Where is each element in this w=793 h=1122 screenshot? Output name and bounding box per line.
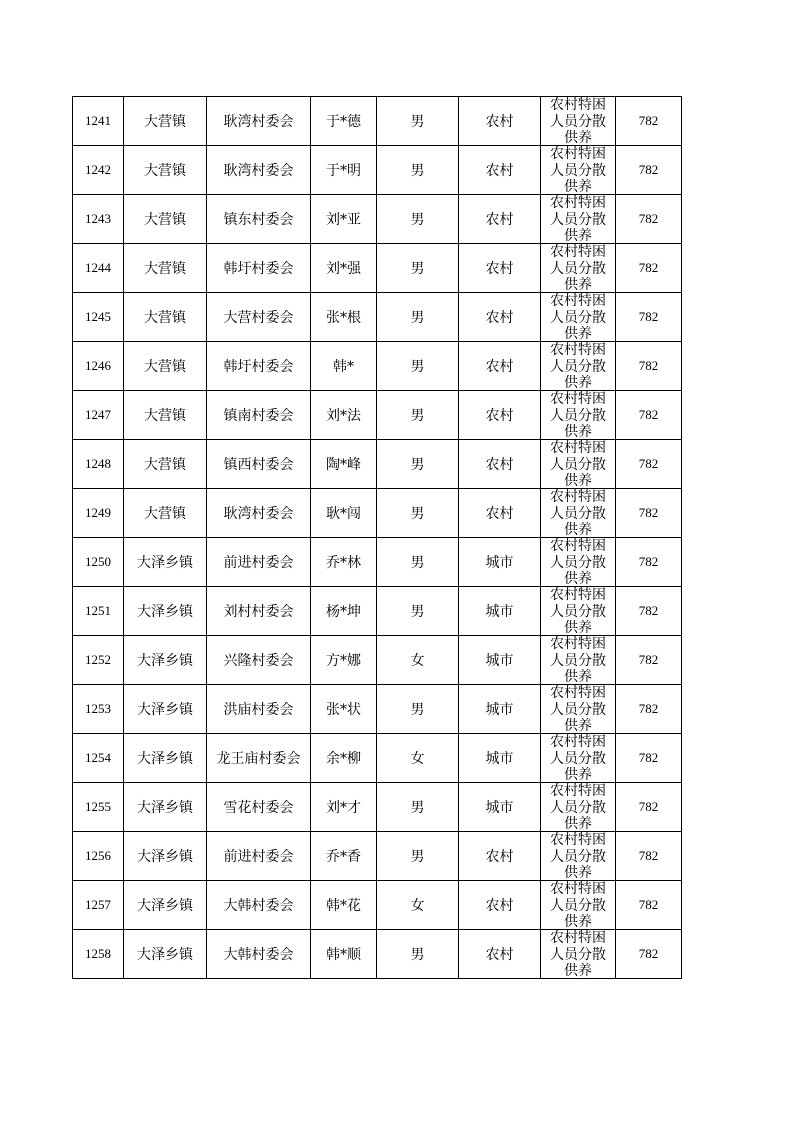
- support-type-cell: [541, 685, 616, 734]
- table-row: [73, 244, 682, 293]
- gender-cell: 男: [377, 832, 459, 881]
- residence-area-cell: 农村: [459, 440, 541, 489]
- support-type-text: 农村特困人员分散供养: [550, 391, 606, 439]
- person-name-cell: 刘*法: [311, 391, 377, 440]
- amount-cell: 782: [616, 391, 682, 440]
- town-cell: 大泽乡镇: [124, 636, 207, 685]
- residence-area-cell: 农村: [459, 195, 541, 244]
- table-row: [73, 881, 682, 930]
- town-cell: 大泽乡镇: [124, 783, 207, 832]
- serial-number-cell: 1241: [73, 97, 124, 146]
- support-type-text: 农村特困人员分散供养: [550, 146, 606, 194]
- village-committee-cell: 大韩村委会: [207, 881, 311, 930]
- person-name-cell: 于*明: [311, 146, 377, 195]
- town-cell: 大营镇: [124, 244, 207, 293]
- residence-area-cell: 城市: [459, 734, 541, 783]
- village-committee-cell: 雪花村委会: [207, 783, 311, 832]
- support-type-cell: [541, 97, 616, 146]
- table-row: [73, 832, 682, 881]
- table-row: [73, 195, 682, 244]
- residence-area-cell: 农村: [459, 146, 541, 195]
- support-type-text: 农村特困人员分散供养: [550, 293, 606, 341]
- town-cell: 大营镇: [124, 440, 207, 489]
- serial-number-cell: 1256: [73, 832, 124, 881]
- serial-number-cell: 1242: [73, 146, 124, 195]
- table-row: [73, 930, 682, 979]
- gender-cell: 男: [377, 685, 459, 734]
- table-row: [73, 538, 682, 587]
- village-committee-cell: 韩圩村委会: [207, 342, 311, 391]
- town-cell: 大泽乡镇: [124, 881, 207, 930]
- roster-body: [73, 97, 682, 979]
- village-committee-cell: 龙王庙村委会: [207, 734, 311, 783]
- serial-number-cell: 1249: [73, 489, 124, 538]
- gender-cell: 男: [377, 538, 459, 587]
- support-type-text: 农村特困人员分散供养: [550, 881, 606, 929]
- village-committee-cell: 耿湾村委会: [207, 97, 311, 146]
- support-type-cell: [541, 636, 616, 685]
- roster-table: [72, 96, 682, 979]
- village-committee-cell: 镇西村委会: [207, 440, 311, 489]
- gender-cell: 男: [377, 930, 459, 979]
- person-name-cell: 刘*强: [311, 244, 377, 293]
- gender-cell: 男: [377, 342, 459, 391]
- village-committee-cell: 镇东村委会: [207, 195, 311, 244]
- support-type-text: 农村特困人员分散供养: [550, 783, 606, 831]
- serial-number-cell: 1253: [73, 685, 124, 734]
- table-row: [73, 391, 682, 440]
- support-type-text: 农村特困人员分散供养: [550, 244, 606, 292]
- village-committee-cell: 兴隆村委会: [207, 636, 311, 685]
- person-name-cell: 刘*亚: [311, 195, 377, 244]
- support-type-text: 农村特困人员分散供养: [550, 930, 606, 978]
- village-committee-cell: 前进村委会: [207, 832, 311, 881]
- support-type-text: 农村特困人员分散供养: [550, 636, 606, 684]
- residence-area-cell: 城市: [459, 538, 541, 587]
- person-name-cell: 乔*香: [311, 832, 377, 881]
- amount-cell: 782: [616, 783, 682, 832]
- village-committee-cell: 洪庙村委会: [207, 685, 311, 734]
- person-name-cell: 韩*: [311, 342, 377, 391]
- table-row: [73, 587, 682, 636]
- support-type-cell: [541, 244, 616, 293]
- amount-cell: 782: [616, 97, 682, 146]
- support-type-cell: [541, 832, 616, 881]
- support-type-cell: [541, 342, 616, 391]
- table-row: [73, 734, 682, 783]
- serial-number-cell: 1246: [73, 342, 124, 391]
- amount-cell: 782: [616, 195, 682, 244]
- amount-cell: 782: [616, 244, 682, 293]
- residence-area-cell: 农村: [459, 342, 541, 391]
- gender-cell: 女: [377, 734, 459, 783]
- amount-cell: 782: [616, 538, 682, 587]
- support-type-text: 农村特困人员分散供养: [550, 587, 606, 635]
- residence-area-cell: 农村: [459, 97, 541, 146]
- table-row: [73, 783, 682, 832]
- person-name-cell: 张*状: [311, 685, 377, 734]
- support-type-cell: [541, 440, 616, 489]
- person-name-cell: 于*德: [311, 97, 377, 146]
- support-type-cell: [541, 783, 616, 832]
- amount-cell: 782: [616, 832, 682, 881]
- serial-number-cell: 1257: [73, 881, 124, 930]
- person-name-cell: 韩*顺: [311, 930, 377, 979]
- support-type-cell: [541, 195, 616, 244]
- support-type-cell: [541, 293, 616, 342]
- support-type-cell: [541, 146, 616, 195]
- support-type-cell: [541, 489, 616, 538]
- support-type-text: 农村特困人员分散供养: [550, 97, 606, 145]
- village-committee-cell: 耿湾村委会: [207, 146, 311, 195]
- town-cell: 大泽乡镇: [124, 685, 207, 734]
- gender-cell: 男: [377, 293, 459, 342]
- gender-cell: 男: [377, 783, 459, 832]
- residence-area-cell: 农村: [459, 489, 541, 538]
- residence-area-cell: 农村: [459, 881, 541, 930]
- person-name-cell: 陶*峰: [311, 440, 377, 489]
- town-cell: 大营镇: [124, 293, 207, 342]
- gender-cell: 男: [377, 97, 459, 146]
- residence-area-cell: 城市: [459, 783, 541, 832]
- support-type-cell: [541, 391, 616, 440]
- residence-area-cell: 农村: [459, 930, 541, 979]
- gender-cell: 女: [377, 881, 459, 930]
- residence-area-cell: 农村: [459, 244, 541, 293]
- amount-cell: 782: [616, 489, 682, 538]
- table-row: [73, 489, 682, 538]
- town-cell: 大泽乡镇: [124, 832, 207, 881]
- amount-cell: 782: [616, 930, 682, 979]
- serial-number-cell: 1245: [73, 293, 124, 342]
- person-name-cell: 耿*闯: [311, 489, 377, 538]
- support-type-text: 农村特困人员分散供养: [550, 832, 606, 880]
- serial-number-cell: 1250: [73, 538, 124, 587]
- person-name-cell: 杨*坤: [311, 587, 377, 636]
- gender-cell: 男: [377, 440, 459, 489]
- support-type-cell: [541, 734, 616, 783]
- town-cell: 大泽乡镇: [124, 538, 207, 587]
- town-cell: 大营镇: [124, 97, 207, 146]
- village-committee-cell: 韩圩村委会: [207, 244, 311, 293]
- table-row: [73, 97, 682, 146]
- gender-cell: 男: [377, 195, 459, 244]
- village-committee-cell: 镇南村委会: [207, 391, 311, 440]
- town-cell: 大营镇: [124, 146, 207, 195]
- amount-cell: 782: [616, 881, 682, 930]
- support-type-text: 农村特困人员分散供养: [550, 685, 606, 733]
- support-type-text: 农村特困人员分散供养: [550, 734, 606, 782]
- residence-area-cell: 农村: [459, 293, 541, 342]
- person-name-cell: 余*柳: [311, 734, 377, 783]
- table-row: [73, 685, 682, 734]
- person-name-cell: 刘*才: [311, 783, 377, 832]
- table-row: [73, 440, 682, 489]
- serial-number-cell: 1255: [73, 783, 124, 832]
- table-row: [73, 636, 682, 685]
- support-type-cell: [541, 930, 616, 979]
- serial-number-cell: 1252: [73, 636, 124, 685]
- serial-number-cell: 1247: [73, 391, 124, 440]
- serial-number-cell: 1258: [73, 930, 124, 979]
- amount-cell: 782: [616, 440, 682, 489]
- support-type-text: 农村特困人员分散供养: [550, 538, 606, 586]
- person-name-cell: 韩*花: [311, 881, 377, 930]
- amount-cell: 782: [616, 685, 682, 734]
- person-name-cell: 方*娜: [311, 636, 377, 685]
- town-cell: 大营镇: [124, 195, 207, 244]
- support-type-text: 农村特困人员分散供养: [550, 195, 606, 243]
- village-committee-cell: 前进村委会: [207, 538, 311, 587]
- village-committee-cell: 刘村村委会: [207, 587, 311, 636]
- town-cell: 大营镇: [124, 342, 207, 391]
- amount-cell: 782: [616, 587, 682, 636]
- table-row: [73, 146, 682, 195]
- residence-area-cell: 城市: [459, 636, 541, 685]
- residence-area-cell: 城市: [459, 685, 541, 734]
- serial-number-cell: 1254: [73, 734, 124, 783]
- residence-area-cell: 农村: [459, 391, 541, 440]
- serial-number-cell: 1248: [73, 440, 124, 489]
- residence-area-cell: 农村: [459, 832, 541, 881]
- town-cell: 大泽乡镇: [124, 930, 207, 979]
- village-committee-cell: 大营村委会: [207, 293, 311, 342]
- gender-cell: 男: [377, 587, 459, 636]
- town-cell: 大营镇: [124, 489, 207, 538]
- town-cell: 大营镇: [124, 391, 207, 440]
- amount-cell: 782: [616, 146, 682, 195]
- gender-cell: 男: [377, 146, 459, 195]
- town-cell: 大泽乡镇: [124, 734, 207, 783]
- person-name-cell: 张*根: [311, 293, 377, 342]
- support-type-text: 农村特困人员分散供养: [550, 342, 606, 390]
- person-name-cell: 乔*林: [311, 538, 377, 587]
- support-type-cell: [541, 538, 616, 587]
- table-row: [73, 293, 682, 342]
- serial-number-cell: 1251: [73, 587, 124, 636]
- gender-cell: 男: [377, 244, 459, 293]
- town-cell: 大泽乡镇: [124, 587, 207, 636]
- village-committee-cell: 耿湾村委会: [207, 489, 311, 538]
- gender-cell: 女: [377, 636, 459, 685]
- village-committee-cell: 大韩村委会: [207, 930, 311, 979]
- amount-cell: 782: [616, 734, 682, 783]
- amount-cell: 782: [616, 293, 682, 342]
- serial-number-cell: 1243: [73, 195, 124, 244]
- gender-cell: 男: [377, 391, 459, 440]
- residence-area-cell: 城市: [459, 587, 541, 636]
- support-type-cell: [541, 587, 616, 636]
- amount-cell: 782: [616, 636, 682, 685]
- amount-cell: 782: [616, 342, 682, 391]
- support-type-cell: [541, 881, 616, 930]
- gender-cell: 男: [377, 489, 459, 538]
- table-row: [73, 342, 682, 391]
- serial-number-cell: 1244: [73, 244, 124, 293]
- support-type-text: 农村特困人员分散供养: [550, 440, 606, 488]
- support-type-text: 农村特困人员分散供养: [550, 489, 606, 537]
